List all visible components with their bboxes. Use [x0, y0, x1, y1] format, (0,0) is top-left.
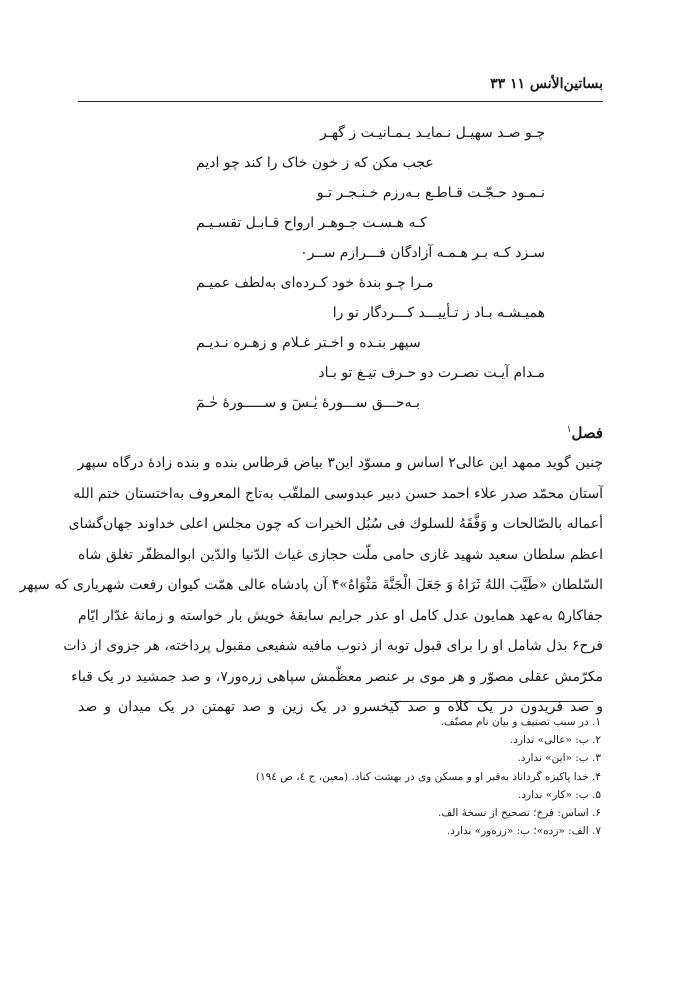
footnote: ۶. اساس: فرخ؛ تصحیح از نسخهٔ الف.: [438, 806, 601, 819]
header-divider: [78, 101, 603, 102]
footnote: ۴. خدا پاکیزه گرداناد به‌قبر او و مسکن وی در بهشت کناد. (معین، ج ٤، ص ١٩٤): [255, 770, 601, 783]
footnote: ۵. ب: «کار» ندارد.: [518, 788, 601, 801]
running-header: [78, 76, 603, 96]
running-head-text: بساتین‌الأنس ۱۱ ۳۳: [490, 76, 603, 92]
prose-line: جفاکار۵ به‌عهد همایون عدل کامل او عذر جرایم سابقهٔ خویش بار خواسته و زمانهٔ غدّار ایّام: [78, 607, 603, 624]
footnote: ۱. در سبب تصنیف و بیان نام مصنّف.: [440, 716, 601, 728]
verse-line: همیـشـه بـاد ز تـأییـــد کـــردگار تو را: [332, 305, 545, 321]
prose-line: آستان محمّد صدر علاء احمد حسن دبیر عبدوسی الملقّب به‌تاج المعروف به‌اختستان ختم الله: [73, 485, 603, 502]
prose-line: السّلطان «طَیَّبَ اللهُ ثَرَاهُ وَ جَعَلَ الْجَنَّةَ مَثْوَاهُ»۴ آن پادشاه عالی همّت کیوان رفعت شهریاری که سپهر: [19, 577, 603, 593]
footnote-divider: [390, 701, 593, 702]
prose-line: مکرّمش عقلی مصوّر و هر موی بر عنصر معظّمش سپاهی زره‌ور۷، و صد جمشید در یک قباء: [71, 668, 603, 685]
verse-line: سـزد کـه بـر هـمـه آزادگان فـــرازم ســر۰: [300, 245, 545, 261]
prose-line: أعماله بالصّالحات و وَفَّقَهُ للسلوك فى سُبُل الخيرات که چون مجلس اعلی خداوند جهان‌گشای: [68, 516, 603, 532]
verse-line: سپهر بنـده و اخـتر غـلام و زهـره نـدیـم: [196, 335, 421, 351]
verse-line: بـه‌حـــق ســـورهٔ یٰـسٓ و ســـــورهٔ حٰـمٓ: [196, 395, 420, 411]
verse-line: عجب مکن که ز خون خاک را کند چو ادیم: [196, 155, 434, 171]
footnote: ۳. ب: «این» ندارد.: [517, 752, 601, 765]
verse-line: کـه هـسـت جـوهـر ارواح قـابـل تقسـیـم: [196, 215, 427, 231]
verse-line: چـو صـد سهیـل نـمایـد یـمـانیـت ز گهـر: [320, 125, 545, 141]
prose-line: فرح۶ بذل شامل او را برای قبول توبه از ذنوب مافیه شفیعی مقبول پرداخته، هر جزوی از ذات: [63, 638, 603, 654]
prose-line: اعظم سلطان سعید شهید غازی حامی ملّت حجازی غیاث الدّنیا والدّین ابوالمظفّر تغلق شاه: [78, 546, 603, 563]
section-heading: [567, 424, 603, 442]
footnote: ۲. ب: «عالی» ندارد.: [509, 734, 601, 747]
poem-block: [78, 118, 603, 418]
section-title-text: فصل: [571, 424, 603, 442]
prose-block: [19, 448, 603, 723]
section-footnote-mark: ۱: [566, 425, 572, 435]
verse-line: مـرا چـو بندهٔ خود کـرده‌ای به‌لطف عمیـم: [196, 275, 434, 291]
prose-line: و صد فریدون در یک کلاه و صد کیخسرو در یک زین و صد تهمتن در یک میدان و صد: [78, 699, 603, 715]
verse-line: نـمـود حـجّـت قـاطـع بـه‌رزم خـنـجـر تـو: [316, 185, 545, 201]
footnote: ۷. الف: «زده»؛ ب: «زره‌ور» ندارد.: [446, 825, 601, 838]
footnotes-block: [160, 713, 601, 840]
prose-line: چنین گوید ممهد این عالی۲ اساس و مسوّد این۳ بیاض قرطاس بنده و بنده زادهٔ درگاه سپهر: [77, 455, 603, 471]
verse-line: مـدام آیـت نصـرت دو حـرف تیـغ تو بـاد: [318, 365, 545, 381]
